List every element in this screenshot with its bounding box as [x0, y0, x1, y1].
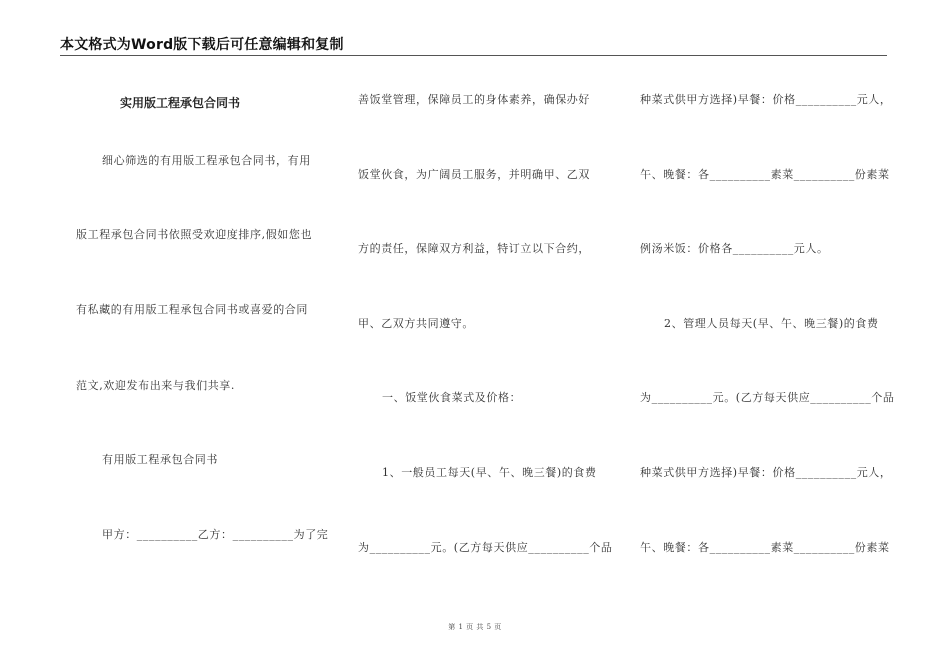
- paragraph-line: 方的责任，保障双方利益，特订立以下合约，: [358, 242, 590, 255]
- paragraph-line: 2、管理人员每天(早、午、晚三餐)的食费: [664, 317, 879, 330]
- document-header-title: 本文格式为Word版下载后可任意编辑和复制: [60, 37, 344, 53]
- paragraph-line: 范文,欢迎发布出来与我们共享.: [76, 379, 235, 392]
- paragraph-line: 为__________元。(乙方每天供应__________个品: [358, 541, 613, 554]
- paragraph-line: 午、晚餐：各__________素菜__________份素菜: [640, 168, 890, 181]
- paragraph-line: 午、晚餐：各__________素菜__________份素菜: [640, 541, 890, 554]
- text-column-2: [355, 0, 613, 672]
- paragraph-line: 一、饭堂伙食菜式及价格：: [382, 391, 522, 404]
- paragraph-line: 有用版工程承包合同书: [102, 453, 218, 466]
- paragraph-line: 饭堂伙食，为广阔员工服务，并明确甲、乙双: [358, 168, 590, 181]
- paragraph-line: 甲方：__________乙方：__________为了完: [102, 528, 329, 541]
- paragraph-line: 1、一般员工每天(早、午、晚三餐)的食费: [382, 466, 597, 479]
- text-column-3: [638, 0, 895, 672]
- paragraph-line: 甲、乙双方共同遵守。: [358, 317, 474, 330]
- paragraph-line: 善饭堂管理，保障员工的身体素养，确保办好: [358, 93, 590, 106]
- text-column-1: [70, 0, 329, 672]
- paragraph-line: 有私藏的有用版工程承包合同书或喜爱的合同: [76, 303, 308, 316]
- paragraph-line: 种菜式供甲方选择)早餐：价格__________元人，: [640, 93, 892, 106]
- document-title: 实用版工程承包合同书: [120, 96, 241, 110]
- paragraph-line: 细心筛选的有用版工程承包合同书，有用: [102, 154, 311, 167]
- page-number: 第 1 页 共 5 页: [448, 623, 502, 631]
- paragraph-line: 种菜式供甲方选择)早餐：价格__________元人，: [640, 466, 892, 479]
- paragraph-line: 例汤米饭：价格各__________元人。: [640, 242, 829, 255]
- paragraph-line: 版工程承包合同书依照受欢迎度排序,假如您也: [76, 228, 313, 241]
- paragraph-line: 为__________元。(乙方每天供应__________个品: [640, 391, 895, 404]
